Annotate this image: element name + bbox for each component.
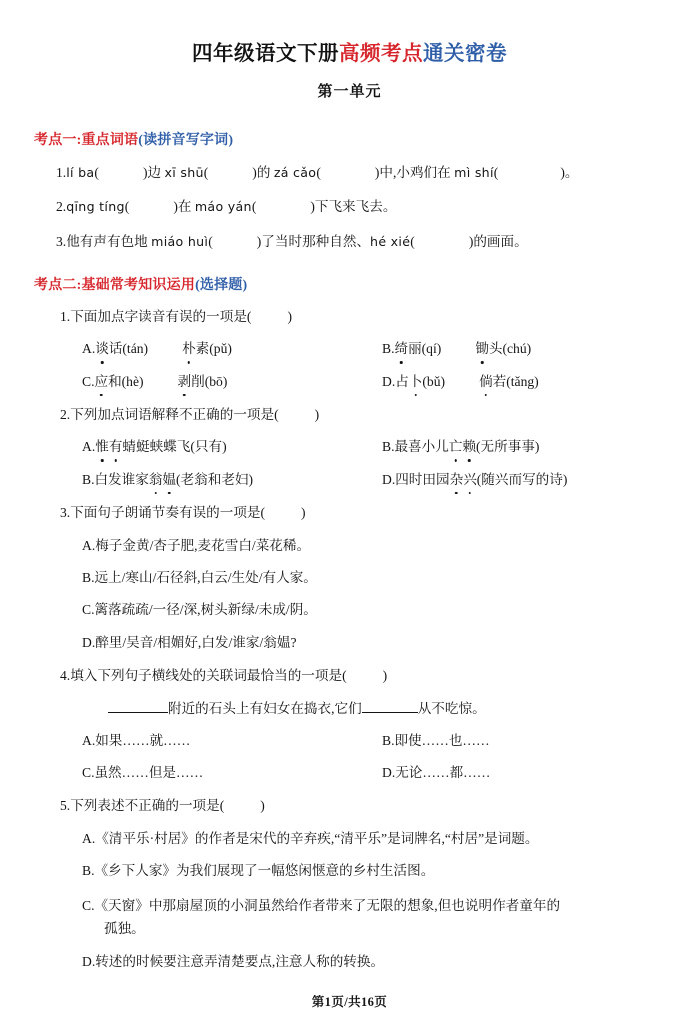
option-4a-label: A. (82, 732, 96, 748)
option-1d-word1-pre: 占 (395, 373, 409, 389)
option-3d-label: D. (82, 634, 96, 650)
dotted-word (450, 470, 477, 490)
dotted-char: 杂 (450, 470, 464, 490)
question-1-stem (34, 307, 665, 327)
option-1a-word1: 话(tán) (108, 341, 149, 357)
dotted-char: 翁 (149, 470, 163, 490)
option-4c-text: 虽然……但是…… (94, 765, 204, 781)
option-2c[interactable] (82, 470, 382, 490)
option-3c[interactable] (34, 600, 665, 620)
dotted-char: 赖 (462, 437, 476, 457)
fill-item-1-t3: )中,小鸡们在 (374, 164, 451, 180)
option-2a[interactable] (82, 437, 382, 457)
option-1b-word2: 头(chú) (488, 341, 532, 357)
title-part-red: 高频考点 (339, 43, 423, 65)
option-1c-word1: 和(hè) (108, 373, 144, 389)
fill-item-3: 3.他有声有色地 miáo huì( )了当时那种自然、hé xié( )的画面。 (56, 234, 528, 250)
question-2-text: 下列加点词语解释不正确的一项是( (70, 407, 279, 423)
question-1-options-row-1 (34, 339, 665, 359)
question-3-number: 3. (60, 505, 71, 521)
question-4-blank-sentence (34, 698, 665, 719)
pinyin-qing-ting: qīng tíng (66, 199, 125, 215)
title-part-black: 四年级语文下册 (192, 43, 339, 65)
option-1b[interactable] (382, 339, 531, 359)
fill-item-2-number: 2. (56, 199, 67, 215)
title-part-blue: 通关密卷 (423, 43, 507, 65)
option-3c-label: C. (82, 602, 95, 618)
option-5d-label: D. (82, 954, 96, 970)
pinyin-miao-hui: miáo huì (151, 234, 209, 250)
fill-item-3-number: 3. (56, 234, 67, 250)
option-3a-label: A. (82, 537, 96, 553)
spacer (144, 372, 178, 392)
fill-item-3-t2: )的画面。 (468, 234, 528, 250)
question-4-number: 4. (60, 668, 71, 684)
question-4-options-row-2 (34, 763, 665, 783)
option-4b-text: 即使……也…… (394, 732, 490, 748)
dotted-char: 卜 (409, 372, 423, 392)
option-5c-label: C. (82, 897, 95, 913)
option-2c-label: B. (82, 471, 95, 487)
option-3c-text: 篱落疏疏/一径/深,树头新绿/未成/阴。 (94, 602, 317, 618)
fill-item-2-t2: )下飞来飞去。 (310, 199, 397, 215)
section-1-subtitle: (读拼音写字词) (138, 132, 234, 148)
option-1b-label: B. (382, 341, 395, 357)
question-4-sentence-mid: 附近的石头上有妇女在捣衣,它们 (168, 700, 362, 716)
pinyin-xi-shu: xī shū (164, 164, 204, 180)
question-1-options-row-2 (34, 372, 665, 392)
option-4a[interactable] (82, 731, 382, 751)
spacer (441, 339, 475, 359)
fill-item-1-t2: )的 (252, 164, 271, 180)
question-2-options-row-2 (34, 470, 665, 490)
option-5a[interactable] (34, 829, 665, 849)
dotted-char: 倘 (479, 372, 493, 392)
option-1c[interactable] (82, 372, 382, 392)
option-2b[interactable] (382, 437, 539, 457)
option-3d-text: 醉里/吴音/相媚好,白发/谁家/翁媪? (95, 634, 297, 650)
dotted-word (149, 470, 176, 490)
page-title (34, 0, 665, 68)
option-3b-label: B. (82, 570, 95, 585)
dotted-char: 亡 (449, 437, 463, 457)
question-2-number: 2. (60, 407, 71, 423)
dotted-char: 媪 (162, 470, 176, 490)
section-header-1 (34, 129, 665, 149)
question-1-number: 1. (60, 308, 71, 324)
question-2-paren-close: ) (314, 407, 320, 423)
fill-item-1-t4: )。 (560, 164, 579, 180)
option-4d-label: D. (382, 765, 396, 781)
dotted-word (95, 437, 122, 457)
pinyin-mao-yan: máo yán (194, 199, 252, 215)
question-4-options-row-1 (34, 731, 665, 751)
dotted-char: 兴 (463, 470, 477, 490)
option-1d[interactable] (382, 372, 539, 392)
question-3-stem (34, 503, 665, 523)
section-1-title: 考点一:重点词语 (34, 132, 139, 148)
option-5d-text: 转述的时候要注意弄清楚要点,注意人称的转换。 (95, 954, 385, 970)
question-1-paren-close: ) (287, 308, 292, 324)
question-2-options-row-1 (34, 437, 665, 457)
option-5a-label: A. (82, 830, 96, 846)
option-1c-label: C. (82, 373, 95, 389)
option-3a-text: 梅子金黄/杏子肥,麦花雪白/菜花稀。 (95, 537, 311, 553)
spacer (148, 339, 182, 359)
option-2b-pre: 最喜小儿 (394, 439, 449, 455)
option-1d-word2: 若(tǎng) (492, 373, 539, 389)
question-4-paren-close: ) (382, 668, 388, 684)
question-2-stem (34, 405, 665, 425)
dotted-char: 谈 (95, 339, 109, 359)
dotted-word (449, 437, 476, 457)
dotted-char: 有 (109, 437, 123, 457)
question-3-text: 下面句子朗诵节奏有误的一项是( (70, 505, 266, 521)
fill-item-2: 2.qīng tíng( )在 máo yán( )下飞来飞去。 (56, 199, 397, 215)
spacer (445, 372, 479, 392)
dotted-char: 剥 (178, 372, 192, 392)
fill-item-3-lead: 他有声有色地 (66, 234, 148, 250)
question-1-text: 下面加点字读音有误的一项是( (70, 308, 252, 324)
option-2c-post: (老翁和老妇) (176, 471, 254, 487)
fill-item-1-number: 1. (56, 164, 67, 180)
dotted-char: 惟 (95, 437, 109, 457)
option-1a-word2: 素(pǔ) (195, 341, 232, 357)
option-5a-text: 《清平乐·村居》的作者是宋代的辛弃疾,“清平乐”是词牌名,“村居”是词题。 (95, 830, 539, 846)
option-2d-post: (随兴而写的诗) (476, 471, 568, 487)
section-2-title: 考点二:基础常考知识运用 (34, 277, 196, 293)
question-5-stem (34, 796, 665, 816)
dotted-char: 应 (94, 372, 108, 392)
fill-item-3-t1: )了当时那种自然、 (256, 234, 371, 250)
option-4c[interactable] (82, 763, 382, 783)
option-1b-word1: 丽(qí) (408, 341, 442, 357)
option-5b[interactable] (34, 861, 665, 881)
option-4d[interactable] (382, 763, 490, 783)
fill-item-1: 1.lí ba( )边 xī shū( )的 zá cǎo( )中,小鸡们在 mì shí( )。 (56, 164, 579, 180)
pinyin-mi-shi: mì shí (454, 164, 494, 180)
option-2a-post: 蜻蜓蛱蝶飞(只有) (122, 439, 227, 455)
page-footer: 第1页/共16页 (311, 995, 388, 1009)
page-subtitle: 第一单元 (317, 83, 382, 100)
section-header-2 (34, 274, 665, 294)
question-4-sentence-end: 从不吃惊。 (417, 700, 486, 716)
option-5d[interactable] (34, 952, 665, 972)
section-2-subtitle: (选择题) (195, 277, 248, 293)
dotted-char: 锄 (475, 339, 489, 359)
option-4b-label: B. (382, 732, 395, 748)
question-4-text: 填入下列句子横线处的关联词最恰当的一项是( (70, 668, 347, 684)
question-3-paren-close: ) (301, 505, 306, 521)
option-3b-text: 远上/寒山/石径斜,白云/生处/有人家。 (94, 570, 317, 585)
question-5-paren-close: ) (260, 798, 265, 814)
option-2c-pre: 白发谁家 (94, 471, 149, 487)
pinyin-he-xie: hé xié (370, 234, 411, 250)
option-2d-label: D. (382, 471, 396, 487)
option-3d[interactable] (34, 633, 665, 653)
fill-item-1-t1: )边 (142, 164, 162, 180)
option-1a[interactable] (82, 339, 382, 359)
dotted-char: 绮 (394, 339, 408, 359)
option-2d-pre: 四时田园 (395, 471, 450, 487)
option-1d-word1: (bǔ) (422, 373, 446, 389)
option-4d-text: 无论……都…… (395, 765, 491, 781)
pinyin-li-ba: lí ba (66, 164, 95, 180)
question-5-text: 下列表述不正确的一项是( (70, 798, 225, 814)
option-2b-label: B. (382, 439, 395, 455)
option-3b[interactable] (34, 568, 665, 588)
question-5-number: 5. (60, 798, 71, 814)
option-4a-text: 如果……就…… (95, 732, 191, 748)
option-2d[interactable] (382, 470, 567, 490)
option-5b-text: 《乡下人家》为我们展现了一幅悠闲惬意的乡村生活图。 (94, 863, 435, 879)
blank-field-1[interactable] (108, 699, 168, 713)
blank-field-2[interactable] (362, 699, 418, 713)
option-2a-label: A. (82, 439, 96, 455)
fill-item-2-t1: )在 (173, 199, 192, 215)
option-1a-label: A. (82, 341, 96, 357)
option-2b-post: (无所事事) (476, 439, 540, 455)
pinyin-za-cao: zá cǎo (273, 164, 317, 180)
option-4b[interactable] (382, 731, 490, 751)
option-3a[interactable] (34, 536, 665, 556)
question-4-stem (34, 666, 665, 686)
option-1c-word2: 削(bō) (191, 373, 228, 389)
dotted-char: 朴 (182, 339, 196, 359)
option-5b-label: B. (82, 863, 95, 879)
option-5c-text: 《天窗》中那扇屋顶的小洞虽然给作者带来了无限的想象,但也说明作者童年的 (94, 897, 561, 913)
option-5c-text-continued: 孤独。 (104, 920, 145, 936)
option-4c-label: C. (82, 765, 95, 781)
option-1d-label: D. (382, 373, 396, 389)
option-5c[interactable] (34, 894, 652, 941)
